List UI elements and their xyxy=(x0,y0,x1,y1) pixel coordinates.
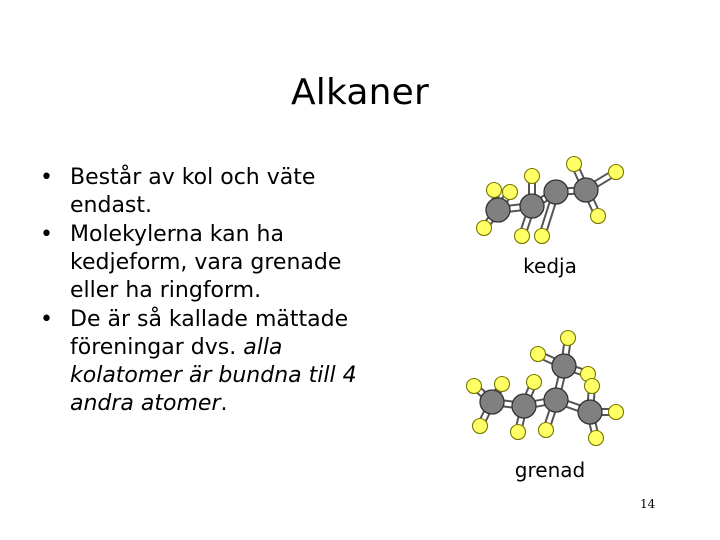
bullet-text: Består av kol och väte endast. xyxy=(70,165,316,218)
bullet-text-italic: alla kolatomer är bundna till 4 andra atomer xyxy=(70,335,357,416)
chain-caption: kedja xyxy=(523,254,577,278)
bullet-item xyxy=(36,221,376,305)
bullet-text: Molekylerna kan ha kedjeform, vara grenade eller ha ringform. xyxy=(70,222,342,303)
page-number: 14 xyxy=(640,497,656,511)
chain-carbon-atoms xyxy=(486,178,598,222)
bullet-item xyxy=(36,306,376,418)
branched-hydrogen-atoms xyxy=(467,331,624,446)
bullet-marker: • xyxy=(40,307,53,332)
bullet-marker: • xyxy=(40,165,53,190)
bullet-marker: • xyxy=(40,222,53,247)
chain-molecule-image xyxy=(470,150,640,250)
bullet-text: De är så kallade mättade föreningar dvs. xyxy=(70,307,349,360)
branched-caption: grenad xyxy=(514,458,586,482)
branched-molecule-image xyxy=(462,326,642,448)
bullet-item xyxy=(36,164,376,220)
bullet-list xyxy=(36,164,376,419)
slide-title: Alkaner xyxy=(290,72,430,113)
bullet-text-end: . xyxy=(220,391,228,416)
